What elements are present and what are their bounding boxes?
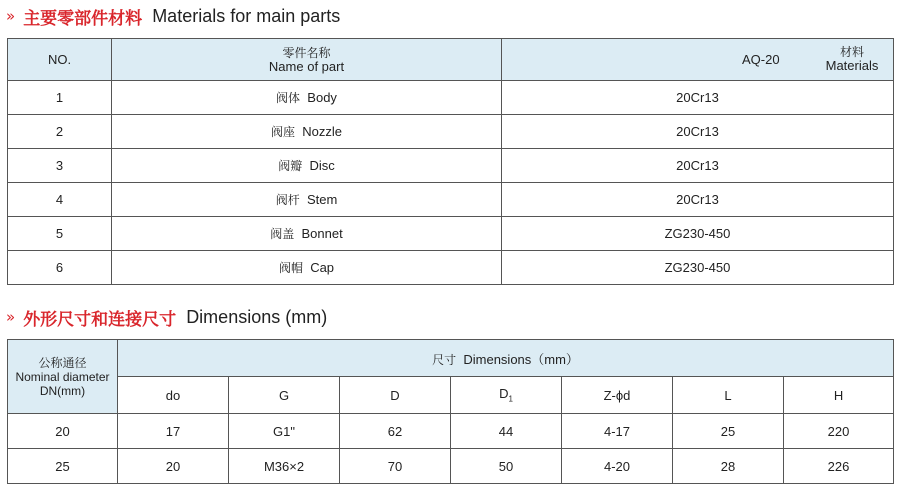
cell-d: 62 [340,414,451,449]
cell-no: 3 [8,149,112,183]
table-row [8,414,894,449]
header-material-en: Materials [825,57,879,73]
dn-en2: DN(mm) [39,383,86,398]
header-g: G [229,377,340,414]
cell-l: 25 [673,414,784,449]
d1-main: D [499,386,509,402]
cell-part [112,217,502,251]
part-cn: 阀瓣 [278,159,303,173]
header-material-cn: 材料 [839,44,864,59]
header-l: L [673,377,784,414]
group-cn: 尺寸 [432,352,457,367]
cell-g: G1" [229,414,340,449]
cell-g: M36×2 [229,449,340,484]
chevron-icon: » [6,308,16,326]
header-nominal-diameter [8,340,118,414]
cell-no: 6 [8,251,112,285]
materials-title-en: Materials for main parts [152,5,341,26]
part-en: Bonnet [301,226,343,241]
cell-z: 4-17 [562,414,673,449]
part-cn: 阀杆 [275,193,300,207]
cell-material: 20Cr13 [502,183,894,217]
dimensions-subheader-row [8,377,894,414]
cell-no: 1 [8,81,112,115]
dimensions-table [7,339,894,484]
header-model: AQ-20 [742,51,780,67]
chevron-icon: » [6,7,16,25]
part-cn: 阀体 [276,91,301,105]
cell-no: 4 [8,183,112,217]
cell-do: 17 [118,414,229,449]
table-row [8,217,894,251]
part-cn: 阀盖 [270,227,295,241]
header-z: Z-ϕd [562,377,673,414]
part-cn: 阀座 [271,125,296,139]
header-part-name [112,39,502,81]
dn-cn: 公称通径 [38,355,87,370]
materials-section-title [6,4,340,28]
materials-title-cn: 主要零部件材料 [23,8,143,29]
table-row [8,183,894,217]
part-en: Body [307,90,337,105]
header-dimensions-group [118,340,894,377]
cell-part [112,251,502,285]
header-part-cn: 零件名称 [282,45,331,60]
part-cn: 阀帽 [278,261,303,275]
cell-dn: 20 [8,414,118,449]
d1-sub: 1 [508,394,513,404]
header-materials-label [822,45,882,73]
group-en: Dimensions（mm） [463,351,579,367]
cell-material: ZG230-450 [502,217,894,251]
header-do: do [118,377,229,414]
dimensions-header-row [8,340,894,377]
cell-part [112,183,502,217]
cell-material: 20Cr13 [502,81,894,115]
materials-table [7,38,894,285]
cell-z: 4-20 [562,449,673,484]
cell-d1: 50 [451,449,562,484]
cell-part [112,115,502,149]
table-row [8,115,894,149]
header-no: NO. [8,39,112,81]
dimensions-title-cn: 外形尺寸和连接尺寸 [23,309,177,330]
dn-en1: Nominal diameter [15,369,110,384]
header-part-en: Name of part [268,58,345,74]
materials-header-row [8,39,894,81]
part-en: Cap [310,260,335,275]
header-materials [502,39,894,81]
cell-dn: 25 [8,449,118,484]
table-row [8,449,894,484]
cell-material: 20Cr13 [502,149,894,183]
table-row [8,81,894,115]
cell-material: ZG230-450 [502,251,894,285]
header-h: H [784,377,894,414]
cell-part [112,149,502,183]
cell-d1: 44 [451,414,562,449]
cell-no: 5 [8,217,112,251]
part-en: Nozzle [302,124,342,139]
cell-h: 226 [784,449,894,484]
cell-no: 2 [8,115,112,149]
cell-part [112,81,502,115]
header-d: D [340,377,451,414]
part-en: Disc [309,158,335,173]
dimensions-section-title [6,305,327,329]
header-d1 [451,377,562,414]
part-en: Stem [306,192,338,207]
table-row [8,251,894,285]
cell-l: 28 [673,449,784,484]
dimensions-title-en: Dimensions (mm) [186,306,328,327]
table-row [8,149,894,183]
cell-d: 70 [340,449,451,484]
cell-do: 20 [118,449,229,484]
cell-material: 20Cr13 [502,115,894,149]
cell-h: 220 [784,414,894,449]
